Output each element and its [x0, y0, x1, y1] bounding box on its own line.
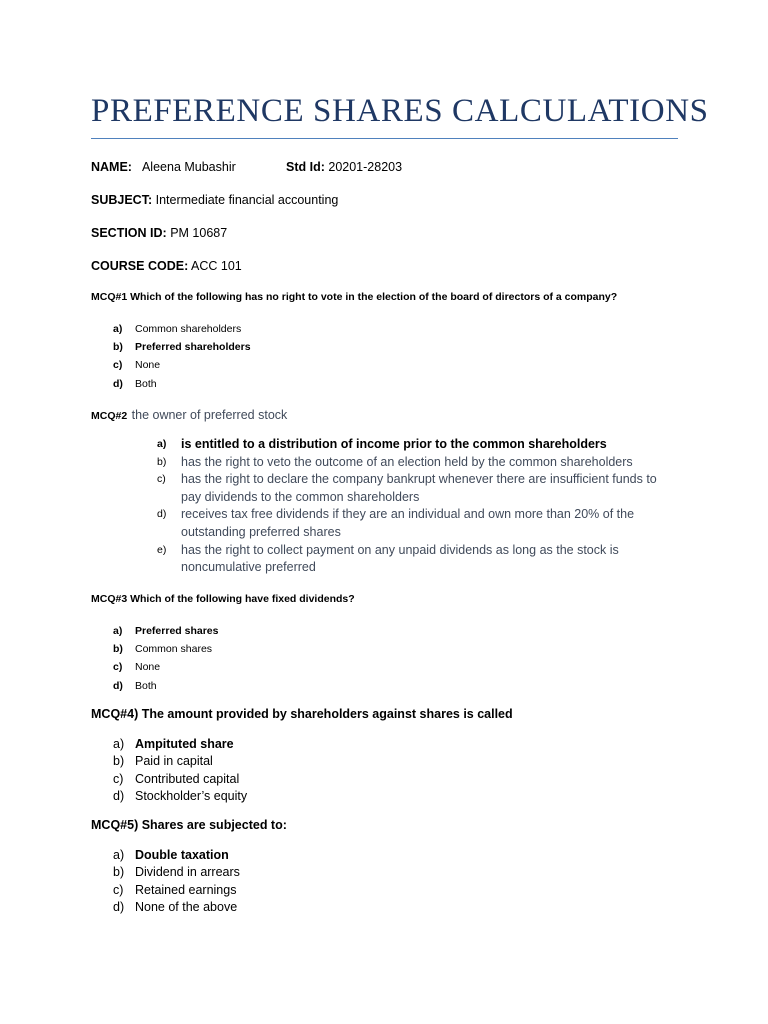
option-letter: c): [113, 661, 123, 674]
title-underline: [91, 138, 678, 139]
mcq3-options: [113, 622, 218, 695]
name-label: NAME:: [91, 160, 132, 174]
mcq5-question: MCQ#5) Shares are subjected to:: [91, 818, 287, 832]
option-letter: d): [113, 900, 125, 915]
mcq2-option-b: [157, 454, 661, 472]
subject-value: Intermediate financial accounting: [155, 193, 339, 207]
option-letter: a): [113, 848, 125, 862]
option-text: has the right to collect payment on any unpaid dividends as long as the stock is noncumulative preferred: [181, 542, 619, 575]
mcq1-option-d: [113, 375, 251, 393]
course-value: ACC 101: [191, 259, 242, 273]
option-letter: a): [113, 625, 123, 637]
mcq5-option-c: [113, 882, 240, 899]
mcq3-question: MCQ#3 Which of the following have fixed dividends?: [91, 593, 355, 605]
option-letter: b): [113, 341, 123, 354]
option-text: has the right to veto the outcome of an election held by the common shareholders: [181, 454, 633, 469]
option-text: Preferred shares: [135, 625, 219, 637]
mcq2-prefix: MCQ#2: [91, 410, 128, 422]
option-text: None: [135, 661, 161, 674]
section-value: PM 10687: [170, 226, 228, 240]
option-letter: b): [157, 455, 167, 468]
mcq3-option-a: [113, 622, 218, 640]
option-letter: b): [113, 643, 123, 656]
option-letter: d): [157, 508, 167, 521]
mcq1-options: [113, 320, 251, 393]
section-line: [91, 226, 227, 240]
option-text: Dividend in arrears: [135, 865, 240, 880]
std-id-value: 20201-28203: [328, 160, 403, 174]
mcq2-question: [91, 406, 287, 424]
option-letter: c): [113, 359, 123, 372]
mcq1-option-a: [113, 320, 251, 338]
option-letter: a): [157, 438, 167, 450]
mcq5-option-b: [113, 864, 240, 881]
option-text: Stockholder’s equity: [135, 789, 248, 804]
mcq5-option-a: [113, 847, 240, 864]
mcq1-option-b: [113, 338, 251, 356]
option-text: Both: [135, 679, 157, 692]
option-text: Contributed capital: [135, 771, 240, 786]
option-text: has the right to declare the company bankrupt whenever there are insufficient funds to pay dividends to the common shareholders: [181, 472, 657, 504]
course-line: [91, 259, 242, 273]
mcq4-option-d: [113, 788, 247, 805]
mcq2-option-d: [157, 506, 661, 541]
option-letter: e): [157, 543, 167, 556]
mcq5-options: [113, 847, 240, 917]
option-text: Preferred shareholders: [135, 341, 251, 354]
option-letter: d): [113, 679, 123, 692]
option-text: is entitled to a distribution of income prior to the common shareholders: [181, 437, 607, 451]
mcq3-option-d: [113, 677, 218, 695]
option-letter: b): [113, 865, 125, 880]
mcq4-option-c: [113, 771, 247, 788]
subject-label: SUBJECT:: [91, 193, 153, 207]
name-line: [91, 160, 236, 174]
option-letter: c): [113, 771, 124, 786]
option-text: Paid in capital: [135, 754, 213, 769]
option-letter: d): [113, 377, 123, 390]
mcq2-options: [157, 436, 661, 577]
std-id-label: Std Id:: [286, 160, 325, 174]
mcq1-question: MCQ#1 Which of the following has no right to vote in the election of the board of directors of a company?: [91, 291, 618, 303]
option-text: receives tax free dividends if they are an individual and own more than 20% of the outstanding preferred shares: [181, 507, 635, 539]
mcq4-option-b: [113, 753, 247, 770]
option-text: None: [135, 359, 161, 372]
mcq1-option-c: [113, 356, 251, 374]
mcq5-option-d: [113, 899, 240, 916]
mcq4-option-a: [113, 736, 247, 753]
option-text: Retained earnings: [135, 882, 237, 897]
mcq2-option-a: [157, 436, 661, 454]
option-text: Ampituted share: [135, 737, 234, 751]
mcq3-option-b: [113, 640, 218, 658]
std-id-line: [286, 160, 402, 174]
mcq2-option-e: [157, 542, 661, 577]
option-text: None of the above: [135, 900, 238, 915]
mcq2-option-c: [157, 471, 661, 506]
name-value: Aleena Mubashir: [141, 160, 236, 174]
subject-line: [91, 193, 338, 207]
option-text: Double taxation: [135, 848, 229, 862]
option-letter: d): [113, 789, 125, 804]
option-letter: c): [157, 473, 166, 486]
mcq3-option-c: [113, 658, 218, 676]
option-text: Common shares: [135, 643, 213, 656]
option-letter: a): [113, 323, 123, 335]
option-letter: b): [113, 754, 125, 769]
course-label: COURSE CODE:: [91, 259, 189, 273]
option-text: Both: [135, 377, 157, 390]
option-letter: c): [113, 882, 124, 897]
mcq2-stem: the owner of preferred stock: [131, 408, 288, 422]
mcq4-question: MCQ#4) The amount provided by shareholders against shares is called: [91, 707, 513, 721]
option-letter: a): [113, 737, 125, 751]
page-title: PREFERENCE SHARES CALCULATIONS: [91, 93, 709, 129]
option-text: Common shareholders: [135, 323, 242, 335]
section-label: SECTION ID:: [91, 226, 167, 240]
mcq4-options: [113, 736, 247, 806]
